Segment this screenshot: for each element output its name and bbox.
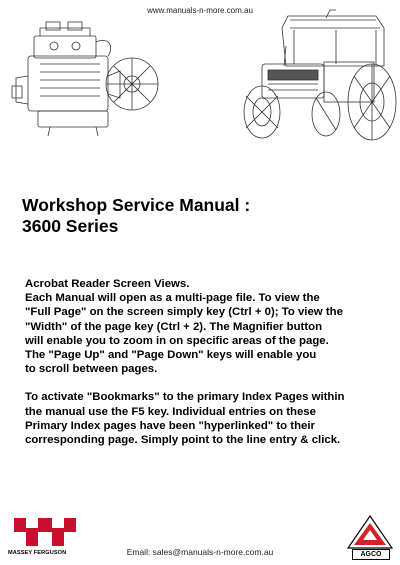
- instruction-line: will enable you to zoom in on specific areas of the page.: [25, 334, 329, 347]
- instruction-line: corresponding page. Simply point to the line entry & click.: [25, 434, 341, 447]
- paragraph-gap: [25, 376, 385, 390]
- instruction-line: the manual use the F5 key. Individual entries on these: [25, 405, 316, 418]
- site-url[interactable]: www.manuals-n-more.com.au: [147, 6, 253, 15]
- instruction-line: The "Page Up" and "Page Down" keys will enable you: [25, 349, 317, 362]
- title-line-1: Workshop Service Manual :: [22, 195, 251, 215]
- agco-wordmark: AGCO: [352, 549, 390, 560]
- instruction-line: "Width" of the page key (Ctrl + 2). The Magnifier button: [25, 320, 323, 333]
- instruction-line: Acrobat Reader Screen Views.: [25, 278, 190, 290]
- instruction-line: Primary Index pages have been "hyperlinked" to their: [25, 419, 315, 432]
- engine-illustration-icon: [10, 16, 170, 140]
- page-title: [22, 195, 382, 237]
- instruction-line: To activate "Bookmarks" to the primary Index Pages within: [25, 391, 345, 404]
- contact-email[interactable]: Email: sales@manuals-n-more.com.au: [126, 547, 274, 557]
- title-line-2: 3600 Series: [22, 216, 119, 236]
- tractor-illustration-icon: [226, 6, 398, 144]
- instructions: [25, 277, 385, 447]
- instruction-line: Each Manual will open as a multi-page file. To view the: [25, 292, 320, 305]
- instruction-line: "Full Page" on the screen simply key (Ctrl + 0); To view the: [25, 306, 343, 319]
- massey-ferguson-wordmark: MASSEY FERGUSON: [8, 550, 67, 556]
- instruction-line: to scroll between pages.: [25, 363, 158, 376]
